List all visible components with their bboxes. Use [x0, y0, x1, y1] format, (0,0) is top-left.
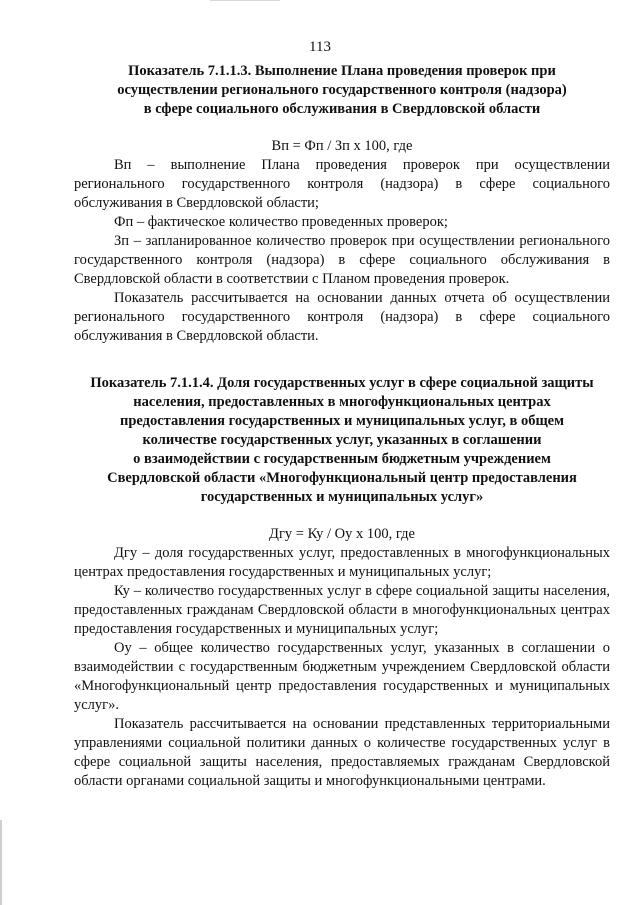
- section-1-heading: [74, 62, 610, 119]
- section-2-heading-line: о взаимодействии с государственным бюджетным учреждением: [133, 451, 551, 467]
- section-2-heading-line: населения, предоставленных в многофункциональных центрах: [133, 394, 551, 410]
- section-1-heading-line: в сфере социального обслуживания в Свердловской области: [143, 101, 541, 117]
- scan-mark: [210, 0, 280, 1]
- section-1-heading-line: Показатель 7.1.1.3. Выполнение Плана проведения проверок при: [128, 63, 556, 79]
- section-2-heading: [74, 374, 610, 507]
- section-2-heading-line: количестве государственных услуг, указанных в соглашении: [142, 432, 542, 448]
- section-2-calculation-note: Показатель рассчитывается на основании представленных территориальными управлениями социальной политики данных о количестве государственных услуг в сфере социальной защиты населения, предоставляемых гражданам Свердловской области органами социальной защиты и многофункциональными центрами.: [74, 716, 610, 789]
- section-1-formula: Вп = Фп / Зп х 100, где: [271, 138, 413, 154]
- scan-edge-line: [0, 820, 2, 905]
- section-2-heading-line: Свердловской области «Многофункциональный центр предоставления: [107, 470, 577, 486]
- section-2-definition-dgu: Дгу – доля государственных услуг, предоставленных в многофункциональных центрах предоставления государственных и муниципальных услуг;: [74, 545, 610, 580]
- section-2-heading-line: Показатель 7.1.1.4. Доля государственных услуг в сфере социальной защиты: [90, 375, 594, 391]
- page-content: [74, 62, 610, 791]
- section-2-heading-line: государственных и муниципальных услуг»: [200, 489, 484, 505]
- section-1-calculation-note: Показатель рассчитывается на основании данных отчета об осуществлении регионального государственного контроля (надзора) в сфере социального обслуживания в Свердловской области.: [74, 290, 610, 344]
- section-2-formula: Дгу = Ку / Оу х 100, где: [269, 526, 415, 542]
- section-1-heading-line: осуществлении регионального государственного контроля (надзора): [117, 82, 567, 98]
- section-1-definition-vp: Вп – выполнение Плана проведения проверок при осуществлении регионального государственного контроля (надзора) в сфере социального обслуживания в Свердловской области;: [74, 157, 610, 211]
- section-1-definition-fp: Фп – фактическое количество проведенных проверок;: [114, 214, 448, 230]
- section-2-heading-line: предоставления государственных и муниципальных услуг, в общем: [120, 413, 564, 429]
- page-number: 113: [309, 39, 331, 55]
- section-2-definition-ou: Оу – общее количество государственных услуг, указанных в соглашении о взаимодействии с государственным бюджетным учреждением Свердловской области «Многофункциональный центр предоставления государственных и муниципальных услуг».: [74, 640, 610, 713]
- section-2-definition-ku: Ку – количество государственных услуг в сфере социальной защиты населения, предоставленных гражданам Свердловской области в многофункциональных центрах предоставления государственных и муниципальных услуг;: [74, 583, 610, 637]
- section-1-definition-zp: Зп – запланированное количество проверок при осуществлении регионального государственного контроля (надзора) в сфере социального обслуживания в Свердловской области в соответствии с Планом проведения проверок.: [74, 233, 610, 287]
